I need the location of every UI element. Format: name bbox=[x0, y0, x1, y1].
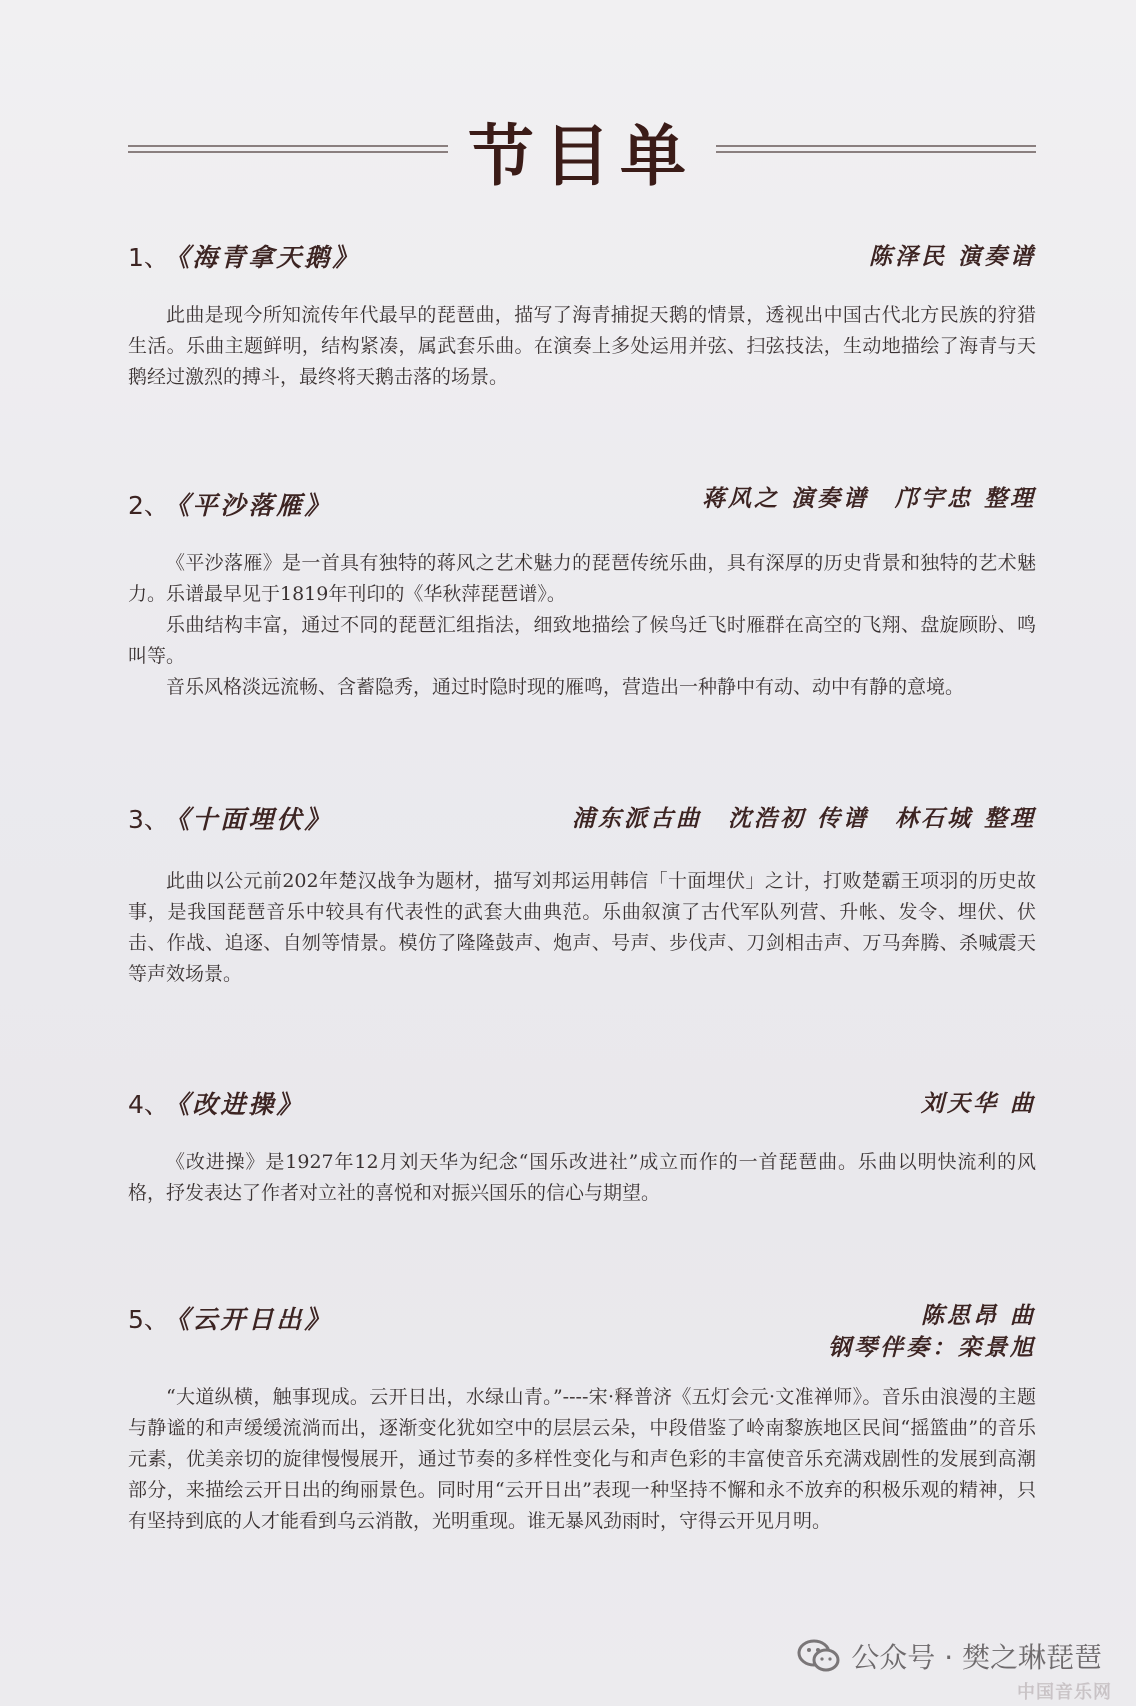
program-item-credit: 浦东派古曲 沈浩初 传谱 林石城 整理 bbox=[571, 805, 1036, 832]
program-item-header bbox=[128, 486, 1036, 526]
program-item-title bbox=[128, 1085, 304, 1121]
header-rule-left bbox=[128, 143, 448, 157]
program-item-name: 《改进操》 bbox=[176, 1090, 305, 1119]
program-item-name: 《十面埋伏》 bbox=[176, 805, 333, 834]
program-item-5 bbox=[128, 1300, 1036, 1537]
program-item-number: 1、 bbox=[128, 243, 169, 272]
description-paragraph: “大道纵横，触事现成。云开日出，水绿山青。”----宋·释普济《五灯会元·文准禅师》。音乐由浪漫的主题与静谧的和声缓缓流淌而出，逐渐变化犹如空中的层层云朵，中段借鉴了岭南黎族地区民间“摇篮曲”的音乐元素，优美亲切的旋律慢慢展开，通过节奏的多样性变化与和声色彩的丰富使音乐充满戏剧性的发展到高潮部分，来描绘云开日出的绚丽景色。同时用“云开日出”表现一种坚持不懈和永不放弃的积极乐观的精神，只有坚持到底的人才能看到乌云消散，光明重现。谁无暴风劲雨时，守得云开见月明。 bbox=[128, 1386, 1036, 1532]
account-watermark bbox=[797, 1636, 1102, 1676]
description-paragraph: 《平沙落雁》是一首具有独特的蒋风之艺术魅力的琵琶传统乐曲，具有深厚的历史背景和独特的艺术魅力。乐谱最早见于1819年刊印的《华秋萍琵琶谱》。 bbox=[128, 552, 1036, 605]
program-item-name: 《平沙落雁》 bbox=[176, 491, 333, 520]
program-item-3 bbox=[128, 800, 1036, 990]
program-item-description bbox=[128, 866, 1036, 990]
program-item-accompanist: 钢琴伴奏：栾景旭 bbox=[828, 1334, 1036, 1361]
program-item-2 bbox=[128, 486, 1036, 703]
description-paragraph: 乐曲结构丰富，通过不同的琵琶汇组指法，细致地描绘了候鸟迁飞时雁群在高空的飞翔、盘旋顾盼、鸣叫等。 bbox=[128, 614, 1036, 667]
program-item-description bbox=[128, 300, 1036, 393]
program-item-description bbox=[128, 548, 1036, 703]
program-item-credit: 陈思昂 曲 bbox=[920, 1302, 1036, 1329]
program-item-4 bbox=[128, 1085, 1036, 1209]
program-item-name: 《海青拿天鹅》 bbox=[176, 243, 361, 272]
program-item-title bbox=[128, 1300, 332, 1336]
program-item-credit: 陈泽民 演奏谱 bbox=[868, 243, 1036, 270]
program-item-name: 《云开日出》 bbox=[176, 1305, 333, 1334]
description-paragraph: 音乐风格淡远流畅、含蓄隐秀，通过时隐时现的雁鸣，营造出一种静中有动、动中有静的意境。 bbox=[166, 676, 965, 698]
program-item-description bbox=[128, 1147, 1036, 1209]
program-item-number: 4、 bbox=[128, 1090, 169, 1119]
program-item-number: 5、 bbox=[128, 1305, 169, 1334]
program-item-credit: 刘天华 曲 bbox=[920, 1090, 1036, 1117]
program-item-title bbox=[128, 486, 332, 522]
wechat-icon bbox=[797, 1639, 841, 1673]
program-item-description bbox=[128, 1382, 1036, 1537]
site-watermark: 中国音乐网 bbox=[1017, 1682, 1112, 1703]
page-title: 节目单 bbox=[468, 116, 696, 195]
program-item-header bbox=[128, 800, 1036, 840]
description-paragraph: 《改进操》是1927年12月刘天华为纪念“国乐改进社”成立而作的一首琵琶曲。乐曲以明快流利的风格，抒发表达了作者对立社的喜悦和对振兴国乐的信心与期望。 bbox=[128, 1151, 1036, 1204]
page-header bbox=[128, 100, 1036, 200]
description-paragraph: 此曲是现今所知流传年代最早的琵琶曲，描写了海青捕捉天鹅的情景，透视出中国古代北方民族的狩猎生活。乐曲主题鲜明，结构紧凑，属武套乐曲。在演奏上多处运用并弦、扫弦技法，生动地描绘了海青与天鹅经过激烈的搏斗，最终将天鹅击落的场景。 bbox=[128, 304, 1036, 388]
program-item-title bbox=[128, 238, 360, 274]
program-item-number: 3、 bbox=[128, 805, 169, 834]
header-rule-right bbox=[716, 143, 1036, 157]
program-item-header bbox=[128, 1300, 1036, 1372]
program-item-credit: 蒋风之 演奏谱 邝宇忠 整理 bbox=[701, 485, 1036, 512]
description-paragraph: 此曲以公元前202年楚汉战争为题材，描写刘邦运用韩信「十面埋伏」之计，打败楚霸王项羽的历史故事，是我国琵琶音乐中较具有代表性的武套大曲典范。乐曲叙演了古代军队列营、升帐、发令、埋伏、伏击、作战、追逐、自刎等情景。模仿了隆隆鼓声、炮声、号声、步伐声、刀剑相击声、万马奔腾、杀喊震天等声效场景。 bbox=[128, 870, 1036, 985]
program-item-header bbox=[128, 238, 1036, 278]
program-item-credits bbox=[828, 1300, 1036, 1364]
program-item-header bbox=[128, 1085, 1036, 1125]
account-name: 公众号 · 樊之琳琵琶 bbox=[851, 1641, 1102, 1674]
program-item-1 bbox=[128, 238, 1036, 393]
program-item-title bbox=[128, 800, 332, 836]
program-item-number: 2、 bbox=[128, 491, 169, 520]
